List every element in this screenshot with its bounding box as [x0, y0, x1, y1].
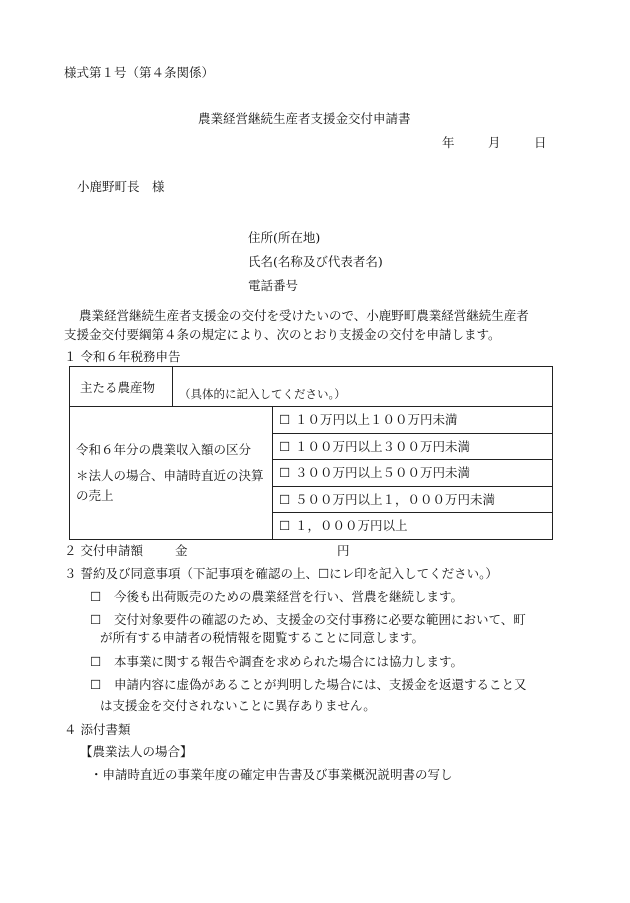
crop-hint: （具体的に記入してください。） — [179, 387, 346, 401]
checkbox-icon[interactable]: ☐ — [90, 589, 102, 604]
section1-heading: １ 令和６年税務申告 — [64, 349, 181, 364]
amount-field[interactable] — [192, 543, 332, 559]
amount-yen: 円 — [337, 543, 350, 558]
checkbox-icon[interactable]: ☐ — [90, 654, 102, 669]
income-option[interactable] — [273, 513, 552, 539]
checkbox-icon[interactable]: ☐ — [279, 491, 291, 507]
income-options-cell — [273, 407, 553, 540]
income-option[interactable] — [273, 407, 552, 434]
pledge-text: 交付対象要件の確認のため、支援金の交付事務に必要な範囲において、町 — [114, 612, 526, 627]
checkbox-icon[interactable]: ☐ — [90, 677, 102, 692]
pledge-text-cont: は支援金を交付されないことに異存ありません。 — [100, 698, 376, 713]
checkbox-icon[interactable]: ☐ — [279, 438, 291, 454]
income-label: 令和６年分の農業収入額の区分 — [76, 442, 252, 458]
checkbox-icon[interactable]: ☐ — [279, 465, 291, 480]
pledge-text: 申請内容に虚偽があることが判明した場合には、支援金を返還すること又 — [114, 677, 527, 692]
intro-line-1: 農業経営継続生産者支援金の交付を受けたいので、小鹿野町農業経営継続生産者 — [79, 308, 529, 323]
crop-input-cell[interactable] — [173, 367, 553, 407]
document-title: 農業経営継続生産者支援金交付申請書 — [198, 111, 411, 126]
name-label: 氏名(名称及び代表者名) — [248, 254, 383, 269]
addressee: 小鹿野町長 様 — [77, 179, 165, 194]
option-label: ３００万円以上５００万円未満 — [295, 465, 471, 480]
date-day: 日 — [534, 135, 547, 150]
checkbox-icon[interactable]: ☐ — [90, 612, 102, 627]
address-label: 住所(所在地) — [248, 230, 321, 245]
income-note: ＊法人の場合、申請時直近の決算の売上 — [76, 468, 264, 503]
intro-line-2: 支援金交付要綱第４条の規定により、次のとおり支援金の交付を申請します。 — [64, 327, 501, 342]
section3-heading: ３ 誓約及び同意事項（下記事項を確認の上、☐にレ印を記入してください。） — [64, 566, 498, 581]
date-year: 年 — [442, 135, 455, 150]
section2-heading: ２ 交付申請額 — [64, 543, 143, 558]
form-number: 様式第１号（第４条関係） — [64, 65, 215, 80]
option-label: １，０００万円以上 — [295, 518, 408, 533]
pledge-text: 本事業に関する報告や調査を求められた場合には協力します。 — [114, 654, 464, 669]
income-label-cell — [70, 407, 273, 540]
pledge-text: 今後も出荷販売のための農業経営を行い、営農を継続します。 — [114, 589, 464, 604]
phone-label: 電話番号 — [248, 278, 299, 293]
income-option[interactable] — [273, 487, 552, 514]
income-option[interactable] — [273, 434, 552, 461]
crop-label-cell — [70, 367, 173, 407]
option-label: １００万円以上３００万円未満 — [295, 438, 471, 454]
section4-subheading: 【農業法人の場合】 — [80, 744, 193, 759]
income-option[interactable] — [273, 460, 552, 487]
option-label: １０万円以上１００万円未満 — [295, 412, 458, 427]
amount-gold: 金 — [175, 543, 188, 558]
date-month: 月 — [488, 135, 501, 150]
section4-heading: ４ 添付書類 — [64, 722, 131, 737]
checkbox-icon[interactable]: ☐ — [279, 518, 291, 533]
option-label: ５００万円以上１，０００万円未満 — [295, 491, 496, 507]
pledge-text-cont: が所有する申請者の税情報を閲覧することに同意します。 — [100, 630, 425, 645]
attachment-item: ・申請時直近の事業年度の確定申告書及び事業概況説明書の写し — [90, 767, 453, 782]
crop-label: 主たる農産物 — [80, 379, 156, 395]
tax-return-table — [69, 366, 553, 540]
checkbox-icon[interactable]: ☐ — [279, 412, 291, 427]
